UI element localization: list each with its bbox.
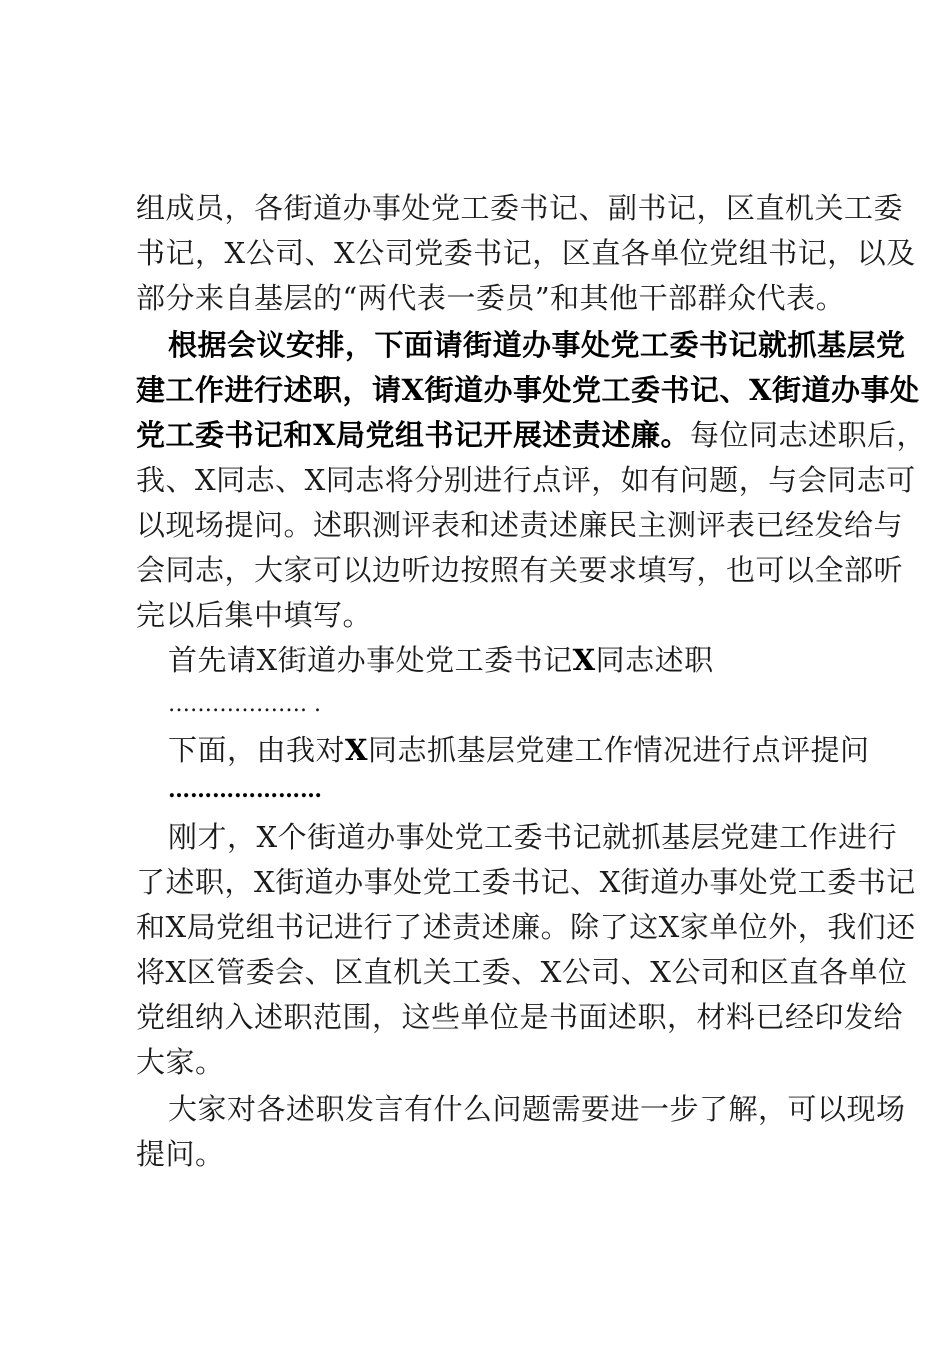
normal-text: 每位同志述职后，: [690, 418, 927, 452]
text-line: 党组纳入述职范围，这些单位是书面述职，材料已经印发给: [136, 1000, 904, 1034]
ellipsis-line: ………………. .: [168, 692, 321, 717]
text-line: 完以后集中填写。: [136, 598, 373, 632]
text-line: 以现场提问。述职测评表和述责述廉民主测评表已经发给与: [136, 508, 904, 542]
text-line: 和X局党组书记进行了述责述廉。除了这X家单位外，我们还: [136, 910, 916, 944]
text-line: 书记，X公司、X公司党委书记，区直各单位党组书记，以及: [136, 236, 916, 270]
normal-text: 同志述职: [595, 643, 714, 677]
mixed-text-line: [168, 643, 714, 677]
bold-text: X: [345, 733, 369, 767]
text-line: 会同志，大家可以边听边按照有关要求填写，也可以全部听: [136, 553, 904, 587]
ellipsis-line: …………………: [168, 777, 322, 803]
bold-text-line: 建工作进行述职，请X街道办事处党工委书记、X街道办事处: [136, 373, 920, 407]
mixed-text-line: [168, 733, 870, 767]
text-line: 大家对各述职发言有什么问题需要进一步了解，可以现场: [168, 1092, 906, 1126]
text-line: 我、X同志、X同志将分别进行点评，如有问题，与会同志可: [136, 463, 916, 497]
text-line: 大家。: [136, 1045, 225, 1079]
bold-text: 党工委书记和X局党组书记开展述责述廉。: [136, 418, 691, 452]
normal-text: 首先请X街道办事处党工委书记: [168, 643, 573, 677]
normal-text: 同志抓基层党建工作情况进行点评提问: [368, 733, 870, 767]
bold-text: X: [572, 643, 596, 677]
mixed-text-line: [136, 418, 926, 452]
text-line: 将X区管委会、区直机关工委、X公司、X公司和区直各单位: [136, 955, 908, 989]
text-line: 了述职，X街道办事处党工委书记、X街道办事处党工委书记: [136, 865, 916, 899]
normal-text: 下面，由我对: [168, 733, 346, 767]
text-line: 部分来自基层的“两代表一委员”和其他干部群众代表。: [136, 281, 846, 315]
text-line: 提问。: [136, 1137, 225, 1171]
text-line: 刚才，X个街道办事处党工委书记就抓基层党建工作进行: [168, 820, 898, 854]
bold-text-line: 根据会议安排，下面请街道办事处党工委书记就抓基层党: [168, 328, 906, 362]
text-line: 组成员，各街道办事处党工委书记、副书记，区直机关工委: [136, 191, 904, 225]
